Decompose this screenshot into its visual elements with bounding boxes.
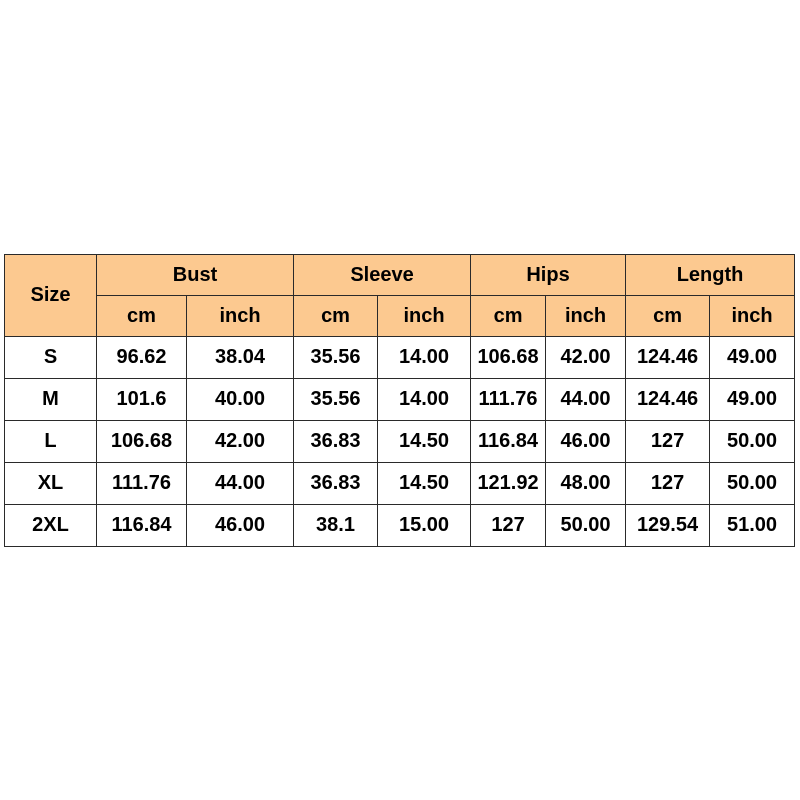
sleeve-inch-header: inch xyxy=(378,296,471,337)
size-cell: S xyxy=(5,337,97,379)
sleeve-cm-cell: 35.56 xyxy=(294,379,378,421)
length-inch-cell: 51.00 xyxy=(710,505,795,547)
hips-cm-cell: 111.76 xyxy=(471,379,546,421)
bust-inch-cell: 46.00 xyxy=(187,505,294,547)
hips-inch-cell: 46.00 xyxy=(546,421,626,463)
length-inch-cell: 49.00 xyxy=(710,337,795,379)
bust-inch-cell: 38.04 xyxy=(187,337,294,379)
size-cell: 2XL xyxy=(5,505,97,547)
table-row xyxy=(5,337,795,379)
hips-inch-cell: 50.00 xyxy=(546,505,626,547)
bust-cm-cell: 106.68 xyxy=(97,421,187,463)
sleeve-inch-cell: 14.50 xyxy=(378,421,471,463)
hips-group-header: Hips xyxy=(471,255,626,296)
bust-inch-cell: 44.00 xyxy=(187,463,294,505)
length-group-header: Length xyxy=(626,255,795,296)
hips-inch-cell: 44.00 xyxy=(546,379,626,421)
size-column-header: Size xyxy=(5,255,97,337)
hips-inch-cell: 48.00 xyxy=(546,463,626,505)
bust-cm-cell: 96.62 xyxy=(97,337,187,379)
sleeve-cm-header: cm xyxy=(294,296,378,337)
sleeve-cm-cell: 38.1 xyxy=(294,505,378,547)
bust-cm-cell: 111.76 xyxy=(97,463,187,505)
sleeve-inch-cell: 14.50 xyxy=(378,463,471,505)
sleeve-inch-cell: 14.00 xyxy=(378,379,471,421)
length-inch-cell: 49.00 xyxy=(710,379,795,421)
table-row xyxy=(5,421,795,463)
length-cm-cell: 127 xyxy=(626,463,710,505)
bust-cm-header: cm xyxy=(97,296,187,337)
sleeve-inch-cell: 14.00 xyxy=(378,337,471,379)
size-cell: XL xyxy=(5,463,97,505)
hips-cm-cell: 121.92 xyxy=(471,463,546,505)
bust-inch-cell: 40.00 xyxy=(187,379,294,421)
table-row xyxy=(5,463,795,505)
length-inch-header: inch xyxy=(710,296,795,337)
size-chart-table xyxy=(4,254,795,547)
sleeve-cm-cell: 36.83 xyxy=(294,421,378,463)
table-row xyxy=(5,505,795,547)
hips-cm-header: cm xyxy=(471,296,546,337)
sleeve-cm-cell: 35.56 xyxy=(294,337,378,379)
bust-cm-cell: 101.6 xyxy=(97,379,187,421)
table-body xyxy=(5,337,795,547)
bust-group-header: Bust xyxy=(97,255,294,296)
size-cell: L xyxy=(5,421,97,463)
table-header xyxy=(5,255,795,337)
length-cm-cell: 129.54 xyxy=(626,505,710,547)
header-unit-row xyxy=(5,296,795,337)
hips-inch-header: inch xyxy=(546,296,626,337)
sleeve-cm-cell: 36.83 xyxy=(294,463,378,505)
bust-cm-cell: 116.84 xyxy=(97,505,187,547)
bust-inch-cell: 42.00 xyxy=(187,421,294,463)
header-group-row xyxy=(5,255,795,296)
length-cm-cell: 127 xyxy=(626,421,710,463)
length-cm-header: cm xyxy=(626,296,710,337)
length-cm-cell: 124.46 xyxy=(626,337,710,379)
hips-cm-cell: 106.68 xyxy=(471,337,546,379)
length-inch-cell: 50.00 xyxy=(710,463,795,505)
sleeve-inch-cell: 15.00 xyxy=(378,505,471,547)
bust-inch-header: inch xyxy=(187,296,294,337)
length-cm-cell: 124.46 xyxy=(626,379,710,421)
hips-cm-cell: 116.84 xyxy=(471,421,546,463)
sleeve-group-header: Sleeve xyxy=(294,255,471,296)
hips-inch-cell: 42.00 xyxy=(546,337,626,379)
table-row xyxy=(5,379,795,421)
hips-cm-cell: 127 xyxy=(471,505,546,547)
length-inch-cell: 50.00 xyxy=(710,421,795,463)
size-cell: M xyxy=(5,379,97,421)
